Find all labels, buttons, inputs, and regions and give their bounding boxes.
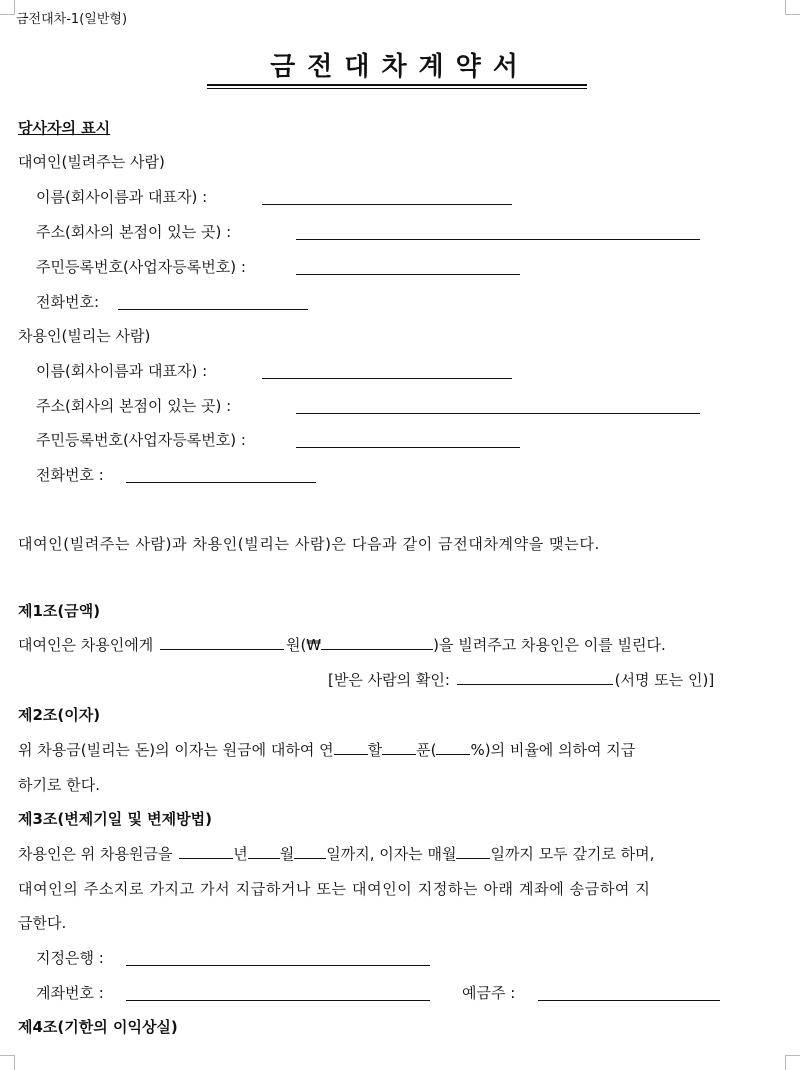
account-blank[interactable] xyxy=(126,1000,430,1001)
article-2-heading: 제2조(이자) xyxy=(18,706,101,724)
article-2-line-2: 하기로 한다. xyxy=(18,776,100,794)
article-3-text-1: 차용인은 위 차용원금을 xyxy=(18,845,173,863)
holder-blank[interactable] xyxy=(538,1000,720,1001)
lender-regno-blank[interactable] xyxy=(296,274,520,275)
borrower-address-label: 주소(회사의 본점이 있는 곳) : xyxy=(36,397,232,415)
lender-name-blank[interactable] xyxy=(262,204,512,205)
amount-numeric-blank[interactable] xyxy=(321,635,433,650)
title-underline xyxy=(207,84,587,86)
article-1-heading: 제1조(금액) xyxy=(18,602,101,620)
repay-year-blank[interactable] xyxy=(179,844,233,859)
article-3-text-2: 년 xyxy=(233,845,248,863)
borrower-name-blank[interactable] xyxy=(262,378,512,379)
article-4-heading: 제4조(기한의 이익상실) xyxy=(18,1018,178,1036)
repay-month-blank[interactable] xyxy=(248,844,280,859)
page-corner-mark xyxy=(0,1055,15,1070)
intro-paragraph: 대여인(빌려주는 사람)과 차용인(빌리는 사람)은 다음과 같이 금전대차계약을 맺는다. xyxy=(18,535,600,553)
interest-hal-blank[interactable] xyxy=(334,740,368,755)
article-3-text-5: 일까지 모두 갚기로 하며, xyxy=(490,845,655,863)
lender-name-label: 이름(회사이름과 대표자) : xyxy=(36,188,208,206)
lender-regno-label: 주민등록번호(사업자등록번호) : xyxy=(36,258,246,276)
lender-phone-label: 전화번호: xyxy=(36,293,100,311)
receipt-text-1: [받은 사람의 확인: xyxy=(328,671,450,689)
interest-pun-blank[interactable] xyxy=(382,740,416,755)
article-2-text-3: 푼( xyxy=(416,741,437,759)
article-2-line-1 xyxy=(18,739,635,760)
document-title: 금전대차계약서 xyxy=(270,52,530,82)
article-2-text-1: 위 차용금(빌리는 돈)의 이자는 원금에 대하여 연 xyxy=(18,741,334,759)
article-3-line-2: 대여인의 주소지로 가지고 가서 지급하거나 또는 대여인이 지정하는 아래 계좌에 송금하여 지 xyxy=(18,880,651,898)
interest-day-blank[interactable] xyxy=(456,844,490,859)
holder-label: 예금주 : xyxy=(462,984,516,1002)
account-label: 계좌번호 : xyxy=(36,984,104,1002)
repay-day-blank[interactable] xyxy=(294,844,326,859)
lender-phone-blank[interactable] xyxy=(118,309,308,310)
article-2-text-2: 할 xyxy=(367,741,383,759)
article-3-heading: 제3조(변제기일 및 변제방법) xyxy=(18,810,212,828)
article-3-line-3: 급한다. xyxy=(18,914,67,932)
article-1-text-2: 원(₩ xyxy=(285,636,322,654)
borrower-phone-blank[interactable] xyxy=(126,482,316,483)
page-corner-mark xyxy=(0,0,15,15)
article-1-text-1: 대여인은 차용인에게 xyxy=(18,636,154,654)
page-corner-mark xyxy=(785,0,800,15)
borrower-address-blank[interactable] xyxy=(296,413,700,414)
interest-percent-blank[interactable] xyxy=(436,740,470,755)
title-underline-second xyxy=(207,88,587,89)
receipt-confirmation xyxy=(328,669,714,690)
receipt-text-2: (서명 또는 인)] xyxy=(614,671,715,689)
article-2-text-4: %)의 비율에 의하여 지급 xyxy=(470,741,636,759)
lender-address-blank[interactable] xyxy=(296,239,700,240)
borrower-name-label: 이름(회사이름과 대표자) : xyxy=(36,362,208,380)
lender-address-label: 주소(회사의 본점이 있는 곳) : xyxy=(36,223,232,241)
borrower-regno-label: 주민등록번호(사업자등록번호) : xyxy=(36,431,246,449)
lender-label: 대여인(빌려주는 사람) xyxy=(18,153,165,171)
parties-heading: 당사자의 표시 xyxy=(18,119,111,137)
bank-blank[interactable] xyxy=(126,965,430,966)
article-3-text-4: 일까지, 이자는 매월 xyxy=(326,845,457,863)
article-1-line xyxy=(18,634,666,655)
document-type-label: 금전대차-1(일반형) xyxy=(16,12,128,27)
article-3-text-3: 월 xyxy=(279,845,295,863)
borrower-phone-label: 전화번호 : xyxy=(36,466,104,484)
article-1-text-3: )을 빌려주고 차용인은 이를 빌린다. xyxy=(433,636,666,654)
receipt-signature-blank[interactable] xyxy=(457,670,613,685)
article-3-line-1 xyxy=(18,843,654,864)
borrower-regno-blank[interactable] xyxy=(296,447,520,448)
amount-korean-blank[interactable] xyxy=(160,635,284,650)
bank-label: 지정은행 : xyxy=(36,949,104,967)
borrower-label: 차용인(빌리는 사람) xyxy=(18,327,151,345)
page-corner-mark xyxy=(785,1055,800,1070)
